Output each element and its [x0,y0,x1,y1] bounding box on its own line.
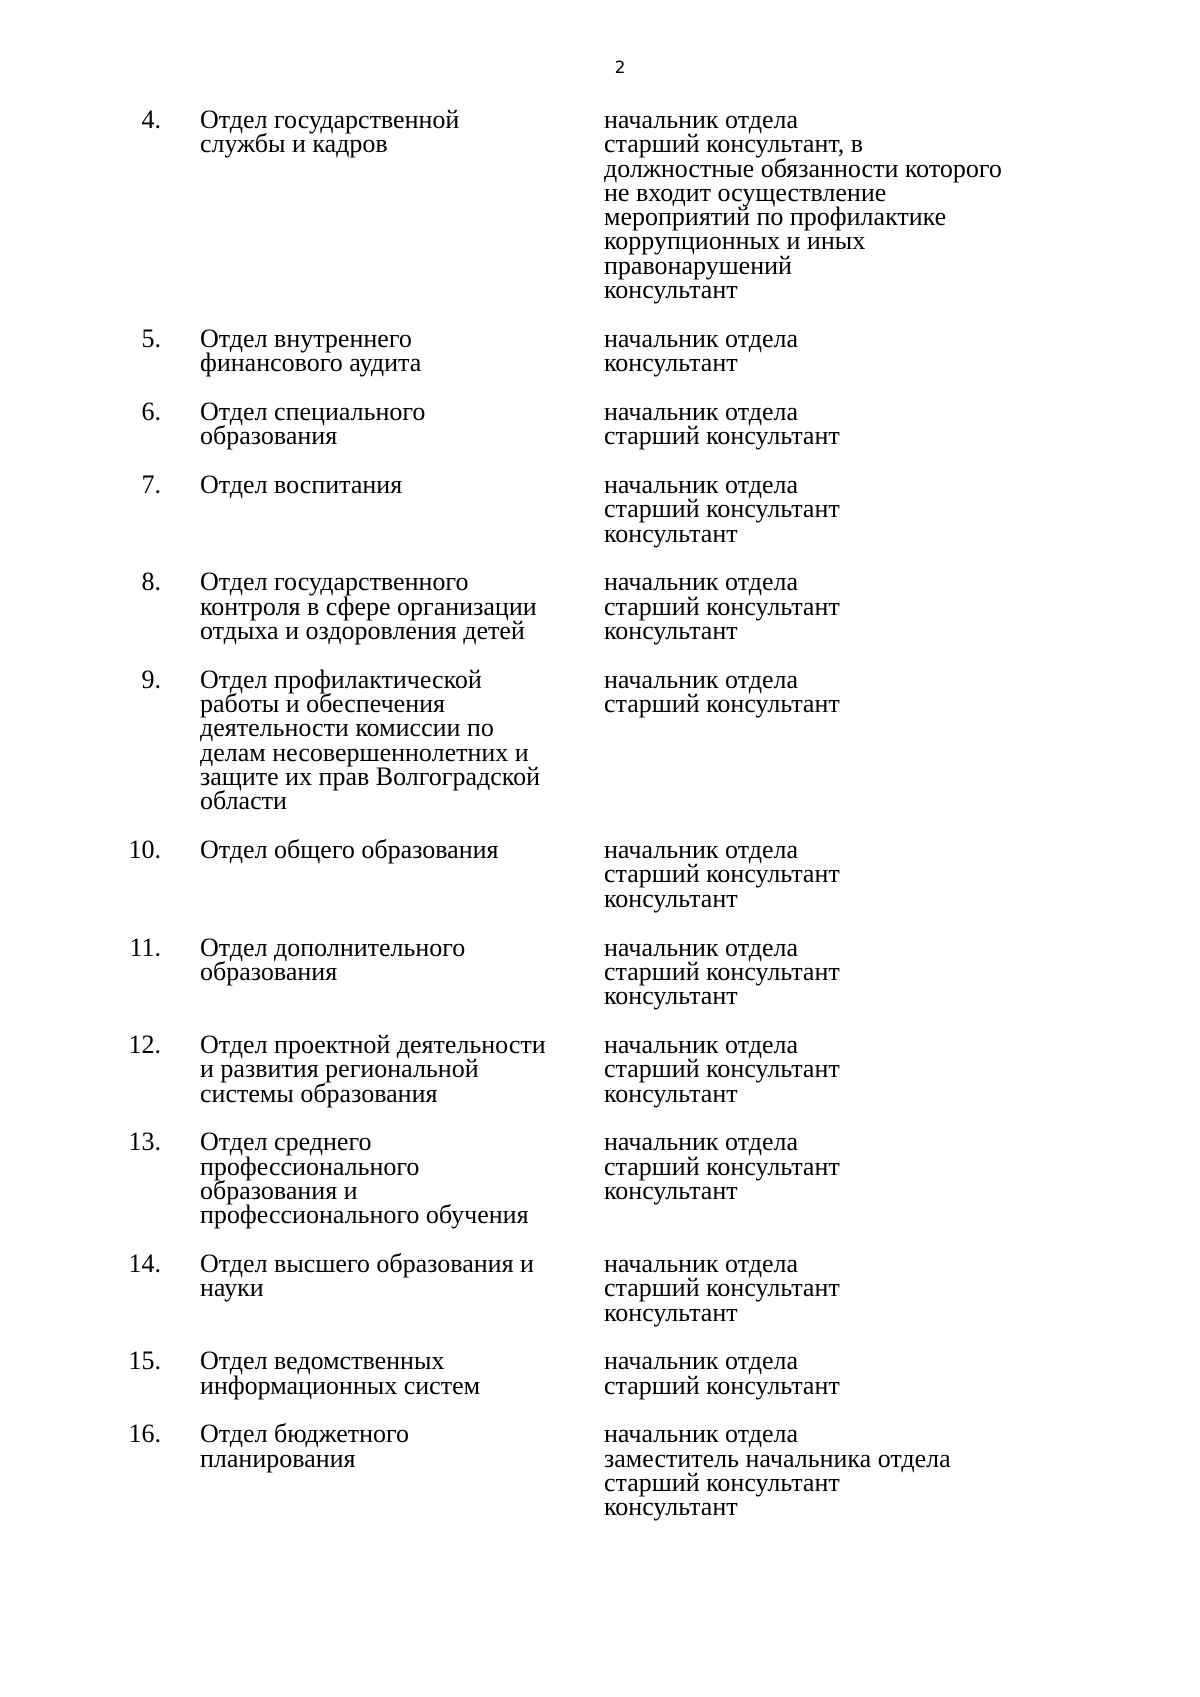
department-name [200,470,604,546]
department-name [200,323,604,378]
department-name [200,567,604,646]
position-title: начальник отдела [604,1248,799,1278]
department-name [200,1248,604,1325]
department-name-line: контроля в сфере организации [200,591,537,621]
row-number: 12. [128,1029,161,1059]
department-name-line: Отдел внутреннего [200,323,412,353]
department-name [200,1346,604,1400]
department-name-line: Отдел среднего [200,1127,372,1157]
department-row [0,567,1200,646]
position-title: консультант [604,275,738,305]
position-title: начальник отдела [604,1029,799,1059]
position-title: старший консультант [604,1370,840,1400]
department-name-line: системы образования [200,1078,438,1108]
position-title: старший консультант [604,591,840,621]
row-number: 7. [141,470,161,500]
department-row [0,1346,1200,1400]
row-number: 9. [141,664,161,694]
department-name-line: защите их прав Волгоградской [200,762,540,792]
position-title: не входит осуществление [604,177,887,207]
position-title: начальник отдела [604,396,799,426]
department-name-line: Отдел государственного [200,567,469,597]
position-title: коррупционных и иных [604,226,866,256]
department-row [0,470,1200,548]
department-row [0,1248,1200,1327]
department-name-line: образования [200,421,338,451]
position-title: начальник отдела [604,932,799,962]
department-name-line: науки [200,1273,264,1303]
department-row [0,835,1200,913]
row-number: 13. [128,1127,161,1157]
position-title: консультант [604,518,738,548]
position-title: начальник отдела [604,664,799,694]
department-name-line: Отдел специального [200,396,426,426]
department-name-line: и развития региональной [200,1054,479,1084]
position-title: старший консультант [604,1273,840,1303]
department-name [200,105,604,302]
position-title: старший консультант [604,689,840,719]
department-name-line: Отдел общего образования [200,835,499,865]
position-title: правонарушений [604,250,792,280]
position-list [604,1248,1124,1327]
row-number: 10. [128,835,161,865]
department-name-line: отдыха и оздоровления детей [200,616,525,646]
position-list [604,1346,1124,1400]
position-list [604,664,1124,814]
row-number: 11. [129,932,161,962]
department-row [0,932,1200,1011]
position-title: мероприятий по профилактике [604,202,947,232]
row-number: 4. [141,105,161,134]
position-list [604,932,1124,1011]
position-list [604,1127,1124,1227]
position-title: консультант [604,1297,738,1327]
row-number: 6. [141,396,161,426]
department-name [200,664,604,816]
department-name-line: Отдел воспитания [200,470,403,500]
position-title: должностные обязанности которого [604,153,1002,183]
department-name-line: Отдел проектной деятельности [200,1029,546,1059]
position-title: старший консультант [604,1054,840,1084]
position-list [604,323,1124,378]
department-name-line: делам несовершеннолетних и [200,737,529,767]
department-name [200,835,604,911]
department-name-line: Отдел дополнительного [200,932,466,962]
position-title: старший консультант [604,956,840,986]
position-title: начальник отдела [604,1127,799,1157]
row-number: 5. [141,323,161,353]
department-list [0,105,1200,1544]
position-title: старший консультант [604,859,840,889]
department-name-line: Отдел ведомственных [200,1346,445,1376]
department-row [0,1029,1200,1108]
department-name [200,932,604,1009]
department-row [0,323,1200,378]
department-name-line: финансового аудита [200,348,422,378]
position-list [604,105,1124,305]
row-number: 8. [141,567,161,597]
position-title: консультант [604,1078,738,1108]
position-list [604,567,1124,646]
department-name-line: образования [200,956,338,986]
position-title: консультант [604,1175,738,1205]
position-title: старший консультант [604,1468,840,1498]
department-name-line: профессионального обучения [200,1200,529,1230]
position-title: консультант [604,1492,738,1522]
position-title: консультант [604,883,738,913]
position-list [604,396,1124,451]
row-number: 15. [128,1346,161,1376]
department-row [0,664,1200,816]
position-title: начальник отдела [604,323,799,353]
department-row [0,396,1200,451]
position-title: старший консультант [604,494,840,524]
row-number: 16. [128,1419,161,1449]
department-row [0,1419,1200,1522]
department-name [200,396,604,451]
department-row [0,1127,1200,1230]
position-title: консультант [604,348,738,378]
position-list [604,470,1124,548]
department-row [0,105,1200,305]
position-title: старший консультант [604,421,840,451]
department-name [200,1029,604,1108]
position-title: начальник отдела [604,835,799,865]
row-number: 14. [128,1248,161,1278]
department-name [200,1127,604,1230]
position-title: консультант [604,981,738,1011]
position-title: старший консультант, в [604,129,864,159]
department-name-line: Отдел государственной [200,105,460,134]
position-title: консультант [604,616,738,646]
position-list [604,1419,1124,1522]
position-title: начальник отдела [604,567,799,597]
position-title: начальник отдела [604,1346,799,1376]
department-name-line: области [200,786,287,816]
department-name-line: Отдел высшего образования и [200,1248,534,1278]
department-name-line: информационных систем [200,1370,481,1400]
position-title: старший консультант [604,1151,840,1181]
position-title: начальник отдела [604,105,799,134]
department-name-line: Отдел профилактической [200,664,482,694]
department-name-line: службы и кадров [200,129,388,159]
department-name-line: профессионального [200,1151,420,1181]
department-name-line: планирования [200,1443,356,1473]
position-list [604,1029,1124,1108]
position-title: начальник отдела [604,470,799,500]
department-name-line: образования и [200,1175,358,1205]
department-name-line: деятельности комиссии по [200,713,494,743]
position-title: заместитель начальника отдела [604,1443,951,1473]
position-list [604,835,1124,913]
department-name-line: Отдел бюджетного [200,1419,410,1449]
department-name-line: работы и обеспечения [200,689,445,719]
page-number: 2 [614,58,626,78]
department-name [200,1419,604,1519]
position-title: начальник отдела [604,1419,799,1449]
